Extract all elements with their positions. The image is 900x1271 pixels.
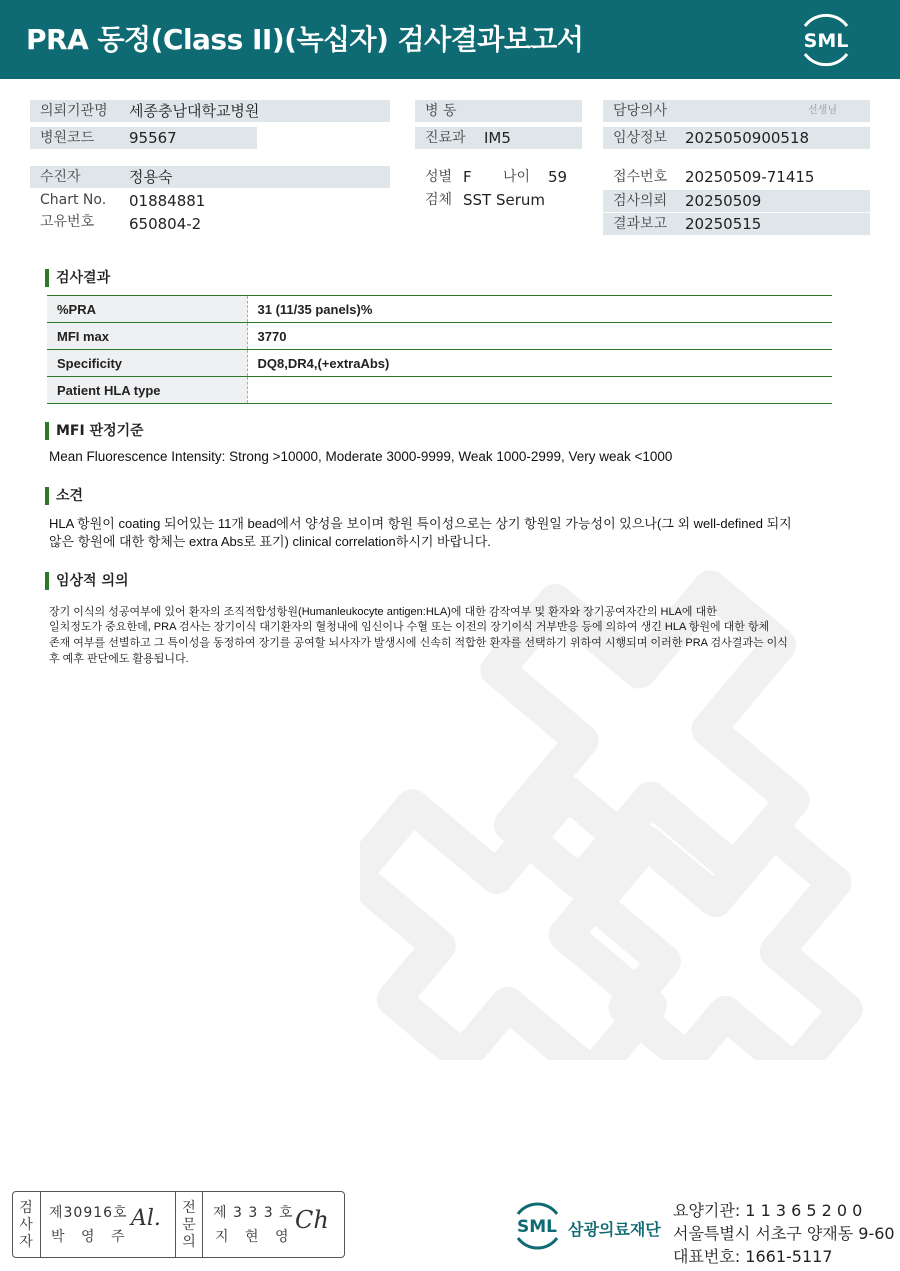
specialist-name: 지 현 영 [215, 1229, 295, 1245]
request-value: 20250509 [685, 192, 762, 210]
result-key: MFI max [47, 323, 247, 350]
sml-footer-logo-icon [510, 1198, 565, 1254]
org-address: 서울특별시 서초구 양재동 9-60 [673, 1224, 895, 1243]
signature-box [12, 1191, 345, 1258]
result-key: Specificity [47, 350, 247, 377]
results-section-title: 검사결과 [45, 269, 110, 287]
mfi-section-title: MFI 판정기준 [45, 422, 144, 440]
unique-value: 650804-2 [129, 215, 202, 233]
clinical-line-2: 일치정도가 중요한데, PRA 검사는 장기이식 대기환자의 혈청내에 임신이나 수혈 또는 이전의 장기이식 거부반응 등에 의하여 생긴 HLA 항원에 대한 항체 [49, 621, 770, 633]
sml-footer-logo-text: SML [517, 1217, 557, 1237]
clinical-line-1: 장기 이식의 성공여부에 있어 환자의 조직적합성항원(Humanleukocyte antigen:HLA)에 대한 감작여부 및 환자와 장기공여자간의 HLA에 대한 [49, 606, 717, 618]
examiner-name: 박 영 주 [51, 1229, 131, 1245]
opinion-section-title: 소견 [45, 487, 83, 505]
table-row [47, 323, 832, 350]
sex-value: F [463, 168, 472, 186]
result-value [247, 377, 832, 404]
sml-logo-icon [795, 12, 857, 68]
table-row [47, 377, 832, 404]
clinical-line-3: 존재 여부를 선별하고 그 특이성을 동정하여 장기를 공여할 뇌사자가 발생시에 신속히 적합한 환자를 선택하기 위하여 시행되며 이러한 PRA 검사결과는 이식 [49, 637, 788, 649]
clinical-line-4: 후 예후 판단에도 활용됩니다. [49, 653, 189, 665]
chart-label: Chart No. [40, 192, 107, 208]
clinical-section-title: 임상적 의의 [45, 572, 129, 590]
patient-value: 정용숙 [129, 168, 173, 186]
dept-value: IM5 [484, 129, 511, 147]
sml-logo-text: SML [803, 30, 849, 52]
org-phone: 대표번호: 1661-5117 [673, 1247, 833, 1266]
result-value: 31 (11/35 panels)% [247, 296, 832, 323]
institution-value: 세종충남대학교병원 [129, 102, 260, 120]
examiner-signature: Al. [131, 1206, 161, 1231]
result-key: %PRA [47, 296, 247, 323]
org-code: 요양기관: 1 1 3 6 5 2 0 0 [673, 1201, 863, 1220]
opinion-line-1: HLA 항원이 coating 되어있는 11개 bead에서 양성을 보이며 항원 특이성으로는 상기 항원일 가능성이 있으나(그 외 well-defined 되지 [49, 516, 792, 531]
clinical-info-label: 임상정보 [603, 127, 870, 149]
sex-label: 성별 [425, 169, 453, 185]
receipt-label: 접수번호 [613, 169, 668, 185]
examiner-label: 검사자 [19, 1200, 33, 1250]
clinical-info-value: 2025050900518 [685, 129, 810, 147]
age-value: 59 [548, 168, 568, 186]
result-value: 3770 [247, 323, 832, 350]
specimen-value: SST Serum [463, 191, 546, 209]
doctor-suffix: 선생님 [808, 105, 837, 116]
chart-value: 01884881 [129, 192, 206, 210]
hospital-code-label: 병원코드 [30, 127, 257, 149]
result-key: Patient HLA type [47, 377, 247, 404]
report-label: 결과보고 [603, 213, 870, 235]
ward-label: 병 동 [415, 100, 582, 122]
table-row [47, 350, 832, 377]
receipt-value: 20250509-71415 [685, 168, 815, 186]
specialist-number: 제 3 3 3 호 [213, 1205, 294, 1221]
table-row [47, 296, 832, 323]
specimen-label: 검체 [425, 192, 453, 208]
institution-label: 의뢰기관명 [30, 100, 390, 122]
report-value: 20250515 [685, 215, 762, 233]
result-value: DQ8,DR4,(+extraAbs) [247, 350, 832, 377]
unique-label: 고유번호 [40, 214, 95, 230]
specialist-signature: Ch [295, 1206, 329, 1234]
examiner-number: 제30916호 [49, 1205, 128, 1221]
mfi-text: Mean Fluorescence Intensity: Strong >10000, Moderate 3000-9999, Weak 1000-2999, Very weak <1000 [49, 449, 673, 464]
specialist-label: 전문의 [182, 1200, 196, 1250]
report-title: PRA 동정(Class II)(녹십자) 검사결과보고서 [26, 23, 584, 56]
age-label: 나이 [503, 169, 531, 185]
org-name: 삼광의료재단 [568, 1220, 661, 1239]
patient-label: 수진자 [30, 166, 390, 188]
results-table [47, 295, 832, 404]
opinion-line-2: 않은 항원에 대한 항체는 extra Abs로 표기) clinical correlation하시기 바랍니다. [49, 534, 491, 549]
report-header [0, 0, 900, 79]
request-label: 검사의뢰 [603, 190, 870, 212]
hospital-code-value: 95567 [129, 129, 177, 147]
dept-label: 진료과 [415, 127, 582, 149]
doctor-label: 담당의사 [603, 100, 870, 122]
